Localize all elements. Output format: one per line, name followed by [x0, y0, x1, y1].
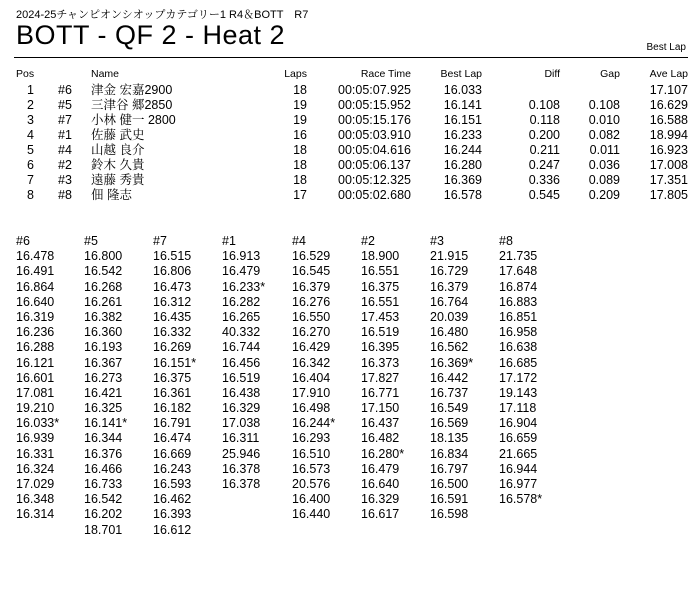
lap-time: 16.542	[84, 264, 123, 279]
lap-time: 16.659	[499, 431, 538, 446]
result-row	[0, 113, 700, 128]
result-ave-lap-cell: 18.994	[649, 128, 688, 142]
lap-time: 16.791	[153, 416, 192, 431]
lap-time: 16.329	[361, 492, 400, 507]
lap-time: 16.121	[16, 355, 55, 370]
result-gap-cell: 0.089	[588, 173, 620, 187]
result-laps-cell: 17	[293, 188, 307, 202]
lap-time: 16.729	[430, 264, 469, 279]
lap-time: 16.261	[84, 294, 123, 309]
title-divider	[14, 57, 688, 58]
lap-time: 16.314	[16, 507, 55, 522]
lap-time: 21.665	[499, 446, 538, 461]
results-header-row	[0, 67, 700, 83]
lap-time: 16.293	[292, 431, 331, 446]
lap-time: 16.612	[153, 522, 192, 537]
lap-time: 17.150	[361, 401, 400, 416]
lap-time: 16.382	[84, 309, 123, 324]
lap-time: 16.332	[153, 325, 192, 340]
lap-time: 17.648	[499, 264, 538, 279]
result-name-cell: 三津谷 郷2850	[91, 98, 173, 112]
lap-column-kart-header: #2	[361, 234, 375, 248]
result-ave-lap-cell: 17.805	[649, 188, 688, 202]
lap-time: 16.282	[222, 294, 261, 309]
lap-time: 17.172	[499, 370, 538, 385]
result-diff-cell: 0.247	[528, 158, 560, 172]
lap-time: 16.243	[153, 461, 192, 476]
lap-time: 16.491	[16, 264, 55, 279]
result-best-lap-cell: 16.578	[443, 188, 482, 202]
lap-time: 16.473	[153, 279, 192, 294]
result-ave-lap-cell: 17.107	[649, 83, 688, 97]
lap-time: 16.233*	[222, 279, 266, 294]
result-race-time-cell: 00:05:06.137	[338, 158, 411, 172]
lap-time: 17.029	[16, 477, 55, 491]
result-num-cell: #2	[58, 158, 72, 172]
lap-time: 16.141*	[84, 416, 128, 431]
lap-time: 16.529	[292, 249, 331, 264]
lap-time: 16.550	[292, 309, 331, 324]
lap-time: 16.939	[16, 431, 55, 446]
lap-time: 16.319	[16, 309, 55, 324]
result-name-cell: 遠藤 秀貴	[91, 173, 145, 187]
lap-time: 21.915	[430, 249, 469, 264]
result-pos-cell: 5	[27, 143, 34, 157]
result-name-cell: 小林 健一 2800	[91, 113, 176, 127]
lap-time: 16.376	[84, 446, 123, 461]
lap-time: 16.800	[84, 249, 123, 264]
lap-time: 16.806	[153, 264, 192, 279]
lap-time: 16.640	[16, 294, 55, 309]
result-num-cell: #7	[58, 113, 72, 127]
lap-time: 17.081	[16, 385, 55, 400]
result-ave-lap-cell: 17.008	[649, 158, 688, 172]
lap-time: 16.378	[222, 461, 261, 476]
lap-column	[222, 234, 265, 492]
lap-time: 16.640	[361, 477, 400, 491]
lap-time: 16.598	[430, 507, 469, 522]
lap-time: 16.519	[222, 370, 261, 385]
lap-column-kart-header: #8	[499, 234, 513, 248]
lap-time: 16.435	[153, 309, 192, 324]
col-name-header: Name	[91, 68, 120, 80]
result-pos-cell: 8	[27, 188, 34, 202]
lap-time: 16.265	[222, 309, 261, 324]
result-name-cell: 佐藤 武史	[91, 128, 145, 142]
lap-time: 16.151*	[153, 355, 197, 370]
result-laps-cell: 18	[293, 143, 307, 157]
result-gap-cell: 0.082	[588, 128, 620, 142]
result-race-time-cell: 00:05:15.176	[338, 113, 411, 127]
result-pos-cell: 3	[27, 113, 34, 127]
lap-time: 16.324	[16, 461, 55, 476]
result-laps-cell: 19	[293, 98, 307, 112]
lap-time: 18.701	[84, 522, 123, 537]
lap-time: 16.373	[361, 355, 400, 370]
result-row	[0, 98, 700, 113]
result-pos-cell: 1	[27, 83, 34, 97]
lap-time: 16.369*	[430, 355, 474, 370]
lap-time: 25.946	[222, 446, 261, 461]
lap-time: 16.578*	[499, 492, 543, 507]
result-ave-lap-cell: 16.629	[649, 98, 688, 112]
lap-time: 16.404	[292, 370, 331, 385]
lap-time: 16.429	[292, 340, 331, 355]
lap-column-kart-header: #7	[153, 234, 167, 248]
result-laps-cell: 16	[293, 128, 307, 142]
lap-time: 16.669	[153, 446, 192, 461]
result-race-time-cell: 00:05:07.925	[338, 83, 411, 97]
result-row	[0, 173, 700, 188]
lap-time: 16.379	[430, 279, 469, 294]
result-ave-lap-cell: 17.351	[649, 173, 688, 187]
result-race-time-cell: 00:05:12.325	[338, 173, 411, 187]
lap-time: 16.236	[16, 325, 55, 340]
lap-time: 20.576	[292, 477, 331, 491]
result-gap-cell: 0.010	[588, 113, 620, 127]
result-name-cell: 津金 宏嘉2900	[91, 83, 173, 97]
result-diff-cell: 0.118	[529, 113, 560, 127]
result-best-lap-cell: 16.033	[443, 83, 482, 97]
lap-time: 16.601	[16, 370, 55, 385]
lap-time: 16.393	[153, 507, 192, 522]
result-race-time-cell: 00:05:04.616	[338, 143, 411, 157]
lap-time: 16.551	[361, 264, 400, 279]
lap-time: 16.474	[153, 431, 192, 446]
result-gap-cell: 0.108	[588, 98, 620, 112]
lap-time: 16.325	[84, 401, 123, 416]
result-gap-cell: 0.011	[589, 143, 620, 157]
lap-time: 16.466	[84, 461, 123, 476]
lap-time: 16.378	[222, 477, 261, 491]
col-gap-header: Gap	[600, 68, 620, 80]
lap-time: 16.244*	[292, 416, 336, 431]
lap-time: 16.437	[361, 416, 400, 431]
lap-time: 19.210	[16, 401, 55, 416]
lap-time: 16.442	[430, 370, 469, 385]
result-best-lap-cell: 16.151	[443, 113, 482, 127]
lap-time: 19.143	[499, 385, 538, 400]
lap-time: 17.453	[361, 309, 400, 324]
lap-time: 16.685	[499, 355, 538, 370]
lap-time: 16.400	[292, 492, 331, 507]
result-race-time-cell: 00:05:02.680	[338, 188, 411, 202]
lap-time: 16.515	[153, 249, 192, 264]
result-num-cell: #5	[58, 98, 72, 112]
lap-column-kart-header: #4	[292, 234, 306, 248]
result-best-lap-cell: 16.369	[443, 173, 482, 187]
lap-column-kart-header: #1	[222, 234, 236, 248]
lap-time: 21.735	[499, 249, 538, 264]
lap-time: 16.562	[430, 340, 469, 355]
lap-time: 16.273	[84, 370, 123, 385]
lap-time: 16.479	[361, 461, 400, 476]
lap-time: 16.268	[84, 279, 123, 294]
result-race-time-cell: 00:05:15.952	[338, 98, 411, 112]
lap-time: 16.638	[499, 340, 538, 355]
lap-time: 16.367	[84, 355, 123, 370]
lap-time: 16.480	[430, 325, 469, 340]
result-best-lap-cell: 16.233	[443, 128, 482, 142]
result-laps-cell: 18	[293, 83, 307, 97]
lap-time: 16.312	[153, 294, 192, 309]
result-num-cell: #3	[58, 173, 72, 187]
lap-time: 16.593	[153, 477, 192, 491]
lap-time: 16.498	[292, 401, 331, 416]
lap-time: 16.542	[84, 492, 123, 507]
lap-time: 16.348	[16, 492, 55, 507]
lap-time: 16.864	[16, 279, 55, 294]
lap-time: 16.851	[499, 309, 538, 324]
lap-column-kart-header: #5	[84, 234, 98, 248]
best-lap-label: Best Lap	[646, 42, 686, 53]
lap-time: 16.311	[222, 431, 260, 446]
lap-time: 18.900	[361, 249, 400, 264]
col-ave-lap-header: Ave Lap	[649, 68, 688, 80]
lap-time: 16.797	[430, 461, 469, 476]
lap-time: 16.375	[361, 279, 400, 294]
result-name-cell: 山越 良介	[91, 143, 145, 157]
lap-time: 16.549	[430, 401, 469, 416]
lap-time: 16.395	[361, 340, 400, 355]
lap-time: 16.482	[361, 431, 400, 446]
lap-time: 16.269	[153, 340, 192, 355]
result-best-lap-cell: 16.141	[443, 98, 482, 112]
lap-time: 16.276	[292, 294, 331, 309]
col-diff-header: Diff	[544, 68, 560, 80]
lap-time: 17.118	[499, 401, 537, 416]
lap-time: 16.744	[222, 340, 261, 355]
result-num-cell: #1	[58, 128, 72, 142]
lap-time: 16.944	[499, 461, 538, 476]
lap-time: 16.182	[153, 401, 192, 416]
lap-time: 16.834	[430, 446, 469, 461]
lap-column	[84, 234, 127, 538]
lap-time: 16.591	[430, 492, 469, 507]
result-gap-cell: 0.209	[588, 188, 620, 202]
lap-time: 16.379	[292, 279, 331, 294]
result-best-lap-cell: 16.244	[443, 143, 482, 157]
lap-time: 16.904	[499, 416, 538, 431]
lap-time: 20.039	[430, 309, 469, 324]
result-race-time-cell: 00:05:03.910	[338, 128, 411, 142]
lap-column-kart-header: #6	[16, 234, 30, 248]
result-diff-cell: 0.108	[528, 98, 560, 112]
lap-time: 16.617	[361, 507, 400, 522]
result-row	[0, 128, 700, 143]
result-diff-cell: 0.545	[528, 188, 560, 202]
lap-time: 16.342	[292, 355, 331, 370]
lap-time: 16.958	[499, 325, 538, 340]
result-laps-cell: 18	[293, 158, 307, 172]
lap-time: 16.510	[292, 446, 331, 461]
lap-time: 16.478	[16, 249, 55, 264]
result-laps-cell: 19	[293, 113, 307, 127]
lap-time: 16.573	[292, 461, 331, 476]
lap-time: 16.771	[361, 385, 400, 400]
lap-time: 17.827	[361, 370, 400, 385]
lap-time: 16.500	[430, 477, 469, 491]
lap-column	[361, 234, 404, 523]
lap-time: 16.288	[16, 340, 55, 355]
lap-time: 16.977	[499, 477, 538, 491]
lap-time: 16.456	[222, 355, 261, 370]
lap-time: 16.883	[499, 294, 538, 309]
lap-time: 16.375	[153, 370, 192, 385]
lap-time: 17.038	[222, 416, 261, 431]
result-pos-cell: 6	[27, 158, 34, 172]
result-row	[0, 143, 700, 158]
result-diff-cell: 0.336	[528, 173, 560, 187]
result-row	[0, 158, 700, 173]
page-title: BOTT - QF 2 - Heat 2	[16, 20, 286, 50]
lap-column	[499, 234, 542, 507]
lap-time: 16.874	[499, 279, 538, 294]
result-name-cell: 鈴木 久貴	[91, 158, 145, 172]
result-best-lap-cell: 16.280	[443, 158, 482, 172]
result-num-cell: #6	[58, 83, 72, 97]
lap-time: 16.361	[153, 385, 192, 400]
col-laps-header: Laps	[284, 68, 307, 80]
result-row	[0, 188, 700, 203]
lap-column	[430, 234, 473, 523]
lap-time: 16.737	[430, 385, 469, 400]
lap-column-kart-header: #3	[430, 234, 444, 248]
lap-time: 16.519	[361, 325, 400, 340]
result-name-cell: 佃 隆志	[91, 188, 132, 202]
lap-time: 16.280*	[361, 446, 405, 461]
lap-time: 18.135	[430, 431, 469, 446]
lap-time: 16.545	[292, 264, 331, 279]
result-pos-cell: 4	[27, 128, 34, 142]
lap-time: 40.332	[222, 325, 261, 340]
result-laps-cell: 18	[293, 173, 307, 187]
result-ave-lap-cell: 16.923	[649, 143, 688, 157]
lap-time: 16.360	[84, 325, 123, 340]
lap-time: 16.551	[361, 294, 400, 309]
result-diff-cell: 0.200	[528, 128, 560, 142]
lap-time: 16.329	[222, 401, 261, 416]
col-best-lap-header: Best Lap	[440, 68, 482, 80]
result-ave-lap-cell: 16.588	[649, 113, 688, 127]
result-diff-cell: 0.211	[529, 143, 560, 157]
lap-time: 16.344	[84, 431, 123, 446]
result-row	[0, 83, 700, 98]
result-num-cell: #8	[58, 188, 72, 202]
lap-time: 16.438	[222, 385, 261, 400]
col-pos-header: Pos	[16, 68, 35, 80]
lap-time: 16.462	[153, 492, 192, 507]
lap-time: 16.033*	[16, 416, 60, 431]
lap-time: 17.910	[292, 385, 331, 400]
lap-column	[16, 234, 59, 523]
result-num-cell: #4	[58, 143, 72, 157]
results-body	[0, 83, 700, 203]
results-table	[0, 67, 700, 203]
lap-time: 16.421	[84, 385, 123, 400]
lap-time: 16.440	[292, 507, 331, 522]
lap-time: 16.479	[222, 264, 261, 279]
lap-time: 16.733	[84, 477, 123, 491]
lap-time: 16.331	[16, 446, 55, 461]
col-race-time-header: Race Time	[360, 68, 411, 80]
lap-time: 16.764	[430, 294, 469, 309]
lap-column	[292, 234, 335, 523]
result-pos-cell: 7	[27, 173, 34, 187]
result-pos-cell: 2	[27, 98, 34, 112]
lap-time: 16.193	[84, 340, 123, 355]
lap-time: 16.913	[222, 249, 261, 264]
event-subtitle: 2024-25チャンピオンシオップカテゴリー1 R4＆BOTT R7	[16, 9, 309, 21]
lap-time: 16.202	[84, 507, 123, 522]
result-gap-cell: 0.036	[588, 158, 620, 172]
lap-time: 16.270	[292, 325, 331, 340]
lap-time: 16.569	[430, 416, 469, 431]
lap-column	[153, 234, 196, 538]
